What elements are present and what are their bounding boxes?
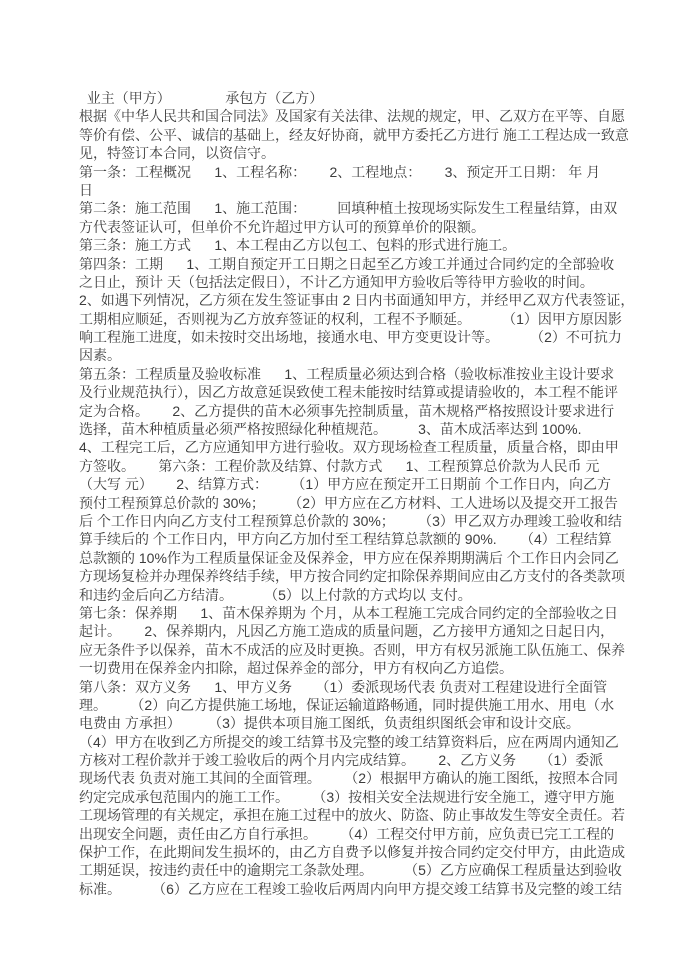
text-line-clause-8: 第八条：双方义务 1、甲方义务 （1）委派现场代表 负责对工程建设进行全面管 <box>79 678 608 695</box>
text-line: 响工程施工进度，如未按时交出场地，接通水电、甲方变更设计等。 （2）不可抗力 <box>79 329 622 346</box>
text-line: 工现场管理的有关规定，承担在施工过程中的放火、防盗、防止事故发生等安全责任。若 <box>79 807 625 824</box>
text-line: 见，特签订本合同，以资信守。 <box>79 145 275 162</box>
text-line: 应无条件予以保养，苗木不成活的应及时更换。否则，甲方有权另派施工队伍施工、保养 <box>79 641 625 658</box>
text-line: 预付工程预算总价款的 30%； （2）甲方应在乙方材料、工人进场以及提交开工报告 <box>79 494 619 511</box>
text-line: 后 个工作日内向乙方支付工程预算总价款的 30%； （3）甲乙双方办理竣工验收和结 <box>79 512 622 529</box>
text-line: 方核对工程价款并于竣工验收后的两个月内完成结算。 2、乙方义务 （1）委派 <box>79 752 604 769</box>
text-line-clause-4: 第四条：工期 1、工期自预定开工日期之日起至乙方竣工并通过合同约定的全部验收 <box>79 255 615 272</box>
text-line: 根据《中华人民共和国合同法》及国家有关法律、法规的规定，甲、乙双方在平等、自愿 <box>79 108 625 125</box>
text-line: 4、工程完工后，乙方应通知甲方进行验收。双方现场检查工程质量，质量合格，即由甲 <box>79 439 619 456</box>
text-line: 约定完成承包范围内的施工工作。 （3）按相关安全法规进行安全施工，遵守甲方施 <box>79 788 615 805</box>
text-line: 选择，苗木种植质量必须严格按照绿化种植规范。 3、苗木成活率达到 100%. <box>79 421 582 438</box>
text-line-clause-1: 第一条：工程概况 1、工程名称： 2、工程地点： 3、预定开工日期： 年 月 <box>79 163 601 180</box>
text-line-clause-6: 方签收。 第六条：工程价款及结算、付款方式 1、工程预算总价款为人民币 元 <box>79 457 600 474</box>
text-line: 日 <box>79 181 93 198</box>
text-line: 方代表签证认可，但单价不允许超过甲方认可的预算单价的限额。 <box>79 218 485 235</box>
text-line: 出现安全问题，责任由乙方自行承担。 （4）工程交付甲方前，应负责已完工工程的 <box>79 825 615 842</box>
text-line: 算手续后的 个工作日内，甲方向乙方加付至工程结算总款额的 90%. （4）工程结算 <box>79 531 612 548</box>
text-line: 工期延误，按违约责任中的逾期完工条款处理。 （5）乙方应确保工程质量达到验收 <box>79 862 622 879</box>
text-line: 和违约金后向乙方结清。 （5）以上付款的方式均以 支付。 <box>79 586 472 603</box>
contract-document-page <box>79 89 635 898</box>
text-line: 方现场复检并办理保养终结手续，甲方按合同约定扣除保养期间应由乙方支付的各类款项 <box>79 568 625 585</box>
text-line: 现场代表 负责对施工其间的全面管理。 （2）根据甲方确认的施工图纸，按照本合同 <box>79 770 619 787</box>
text-line-parties: 业主（甲方） 承包方（乙方） <box>79 90 324 106</box>
text-line: 总款额的 10%作为工程质量保证金及保养金，甲方应在保养期期满后 个工作日内会同乙 <box>79 549 619 566</box>
text-line: 因素。 <box>79 347 121 364</box>
text-line: 一切费用在保养金内扣除，超过保养金的部分，甲方有权向乙方追偿。 <box>79 660 513 677</box>
text-line: 工期相应顺延，否则视为乙方放弃签证的权利，工程不予顺延。 （1）因甲方原因影 <box>79 310 622 327</box>
text-line: 及行业规范执行），因乙方故意延误致使工程未能按时结算或提请验收的，本工程不能评 <box>79 384 618 401</box>
text-line: 理。 （2）向乙方提供施工场地，保证运输道路畅通，同时提供施工用水、用电（水 <box>79 696 615 713</box>
text-line: 等价有偿、公平、诚信的基础上，经友好协商，就甲方委托乙方进行 施工工程达成一致意 <box>79 126 629 143</box>
text-line: 起计。 2、保养期内，凡因乙方施工造成的质量问题，乙方接甲方通知之日起日内， <box>79 623 615 640</box>
text-line: （大写 元） 2、结算方式： （1）甲方应在预定开工日期前 个工作日内，向乙方 <box>79 476 612 493</box>
text-line: （4）甲方在收到乙方所提交的竣工结算书及完整的竣工结算资料后，应在两周内通知乙 <box>79 733 619 750</box>
text-line: 之日止，预计 天（包括法定假日），不计乙方通知甲方验收后等待甲方验收的时间。 <box>79 273 594 290</box>
text-line-clause-5: 第五条：工程质量及验收标准 1、工程质量必须达到合格（验收标准按业主设计要求 <box>79 365 615 382</box>
text-line-clause-2: 第二条：施工范围 1、施工范围： 回填种植土按现场实际发生工程量结算，由双 <box>79 200 618 217</box>
text-line: 2、如遇下列情况，乙方须在发生签证事由 2 日内书面通知甲方，并经甲乙双方代表签证， <box>79 292 635 309</box>
text-line: 电费由 方承担） （3）提供本项目施工图纸，负责组织图纸会审和设计交底。 <box>79 715 580 732</box>
text-line-clause-3: 第三条：施工方式 1、本工程由乙方以包工、包料的形式进行施工。 <box>79 237 517 254</box>
text-line-clause-7: 第七条：保养期 1、苗木保养期为 个月，从本工程施工完成合同约定的全部验收之日 <box>79 604 619 621</box>
text-line: 定为合格。 2、乙方提供的苗木必须事先控制质量，苗木规格严格按照设计要求进行 <box>79 402 615 419</box>
text-line: 标准。 （6）乙方应在工程竣工验收后两周内向甲方提交竣工结算书及完整的竣工结 <box>79 880 622 897</box>
text-line: 保护工作，在此期间发生损坏的，由乙方自费予以修复并按合同约定交付甲方，由此造成 <box>79 844 625 861</box>
